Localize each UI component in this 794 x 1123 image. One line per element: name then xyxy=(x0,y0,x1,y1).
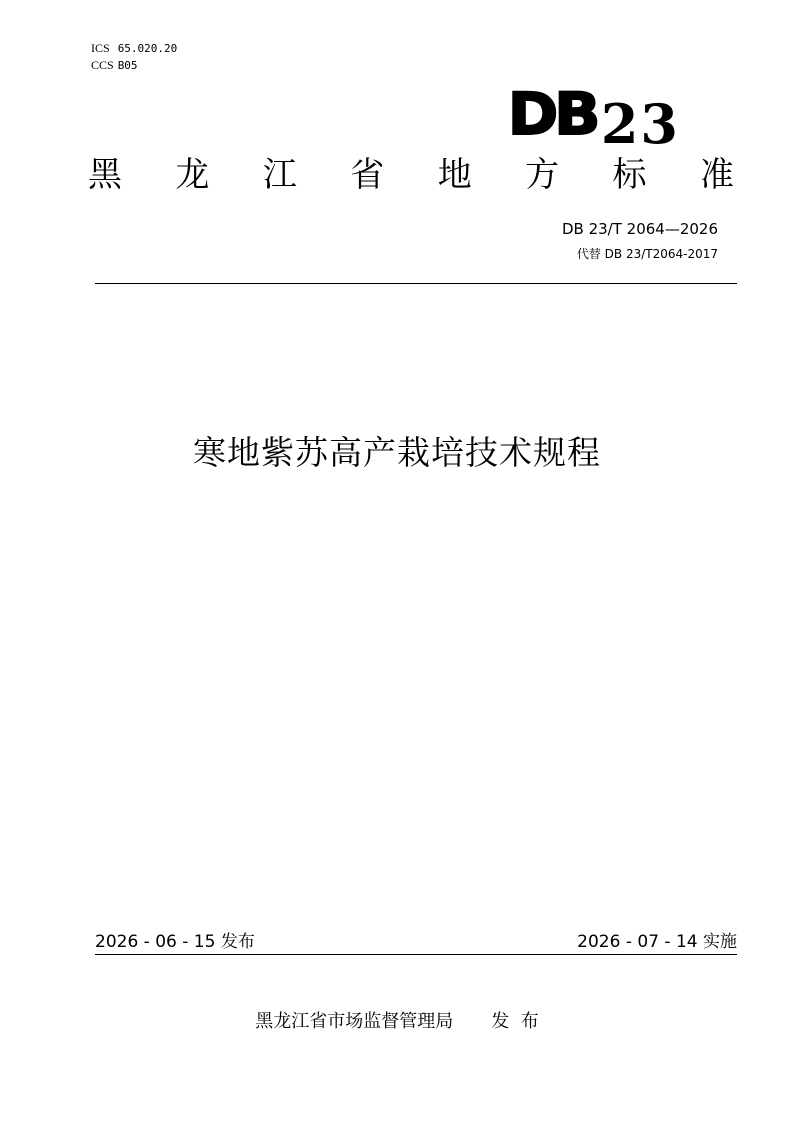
issuing-authority xyxy=(0,1009,794,1035)
ics-value: 65.020.20 xyxy=(117,42,178,55)
db23-logo xyxy=(508,78,680,156)
standard-title-char: 江 xyxy=(262,155,297,195)
standard-title-char: 方 xyxy=(525,155,560,195)
header-divider xyxy=(95,283,737,284)
standard-type-title xyxy=(88,150,734,200)
standard-title-char: 省 xyxy=(350,155,385,195)
implementation-date: 2026 - 07 - 14 实施 xyxy=(577,932,737,952)
ics-label: ICS xyxy=(91,41,110,55)
issuer-name: 黑龙江省市场监督管理局 xyxy=(255,1011,454,1032)
issuer-action: 发 布 xyxy=(491,1011,539,1032)
ics-line xyxy=(91,40,177,57)
issue-date: 2026 - 06 - 15 发布 xyxy=(95,932,255,952)
footer-divider xyxy=(95,954,737,955)
standard-title-char: 标 xyxy=(612,155,647,195)
standard-number: DB 23/T 2064—2026 xyxy=(561,220,718,238)
standard-title-char: 龙 xyxy=(175,155,210,195)
ccs-label: CCS xyxy=(91,58,114,72)
classification-codes xyxy=(91,40,177,74)
standard-title-char: 准 xyxy=(699,155,734,195)
logo-db-letters: DB xyxy=(508,80,597,148)
replaces-standard: 代替 DB 23/T2064-2017 xyxy=(576,247,718,261)
ccs-value: B05 xyxy=(117,59,138,72)
standard-title-char: 地 xyxy=(437,155,472,195)
ccs-line xyxy=(91,57,177,74)
logo-region-number: 23 xyxy=(600,92,680,156)
document-title: 寒地紫苏高产栽培技术规程 xyxy=(193,433,601,472)
standard-title-char: 黑 xyxy=(88,155,122,195)
